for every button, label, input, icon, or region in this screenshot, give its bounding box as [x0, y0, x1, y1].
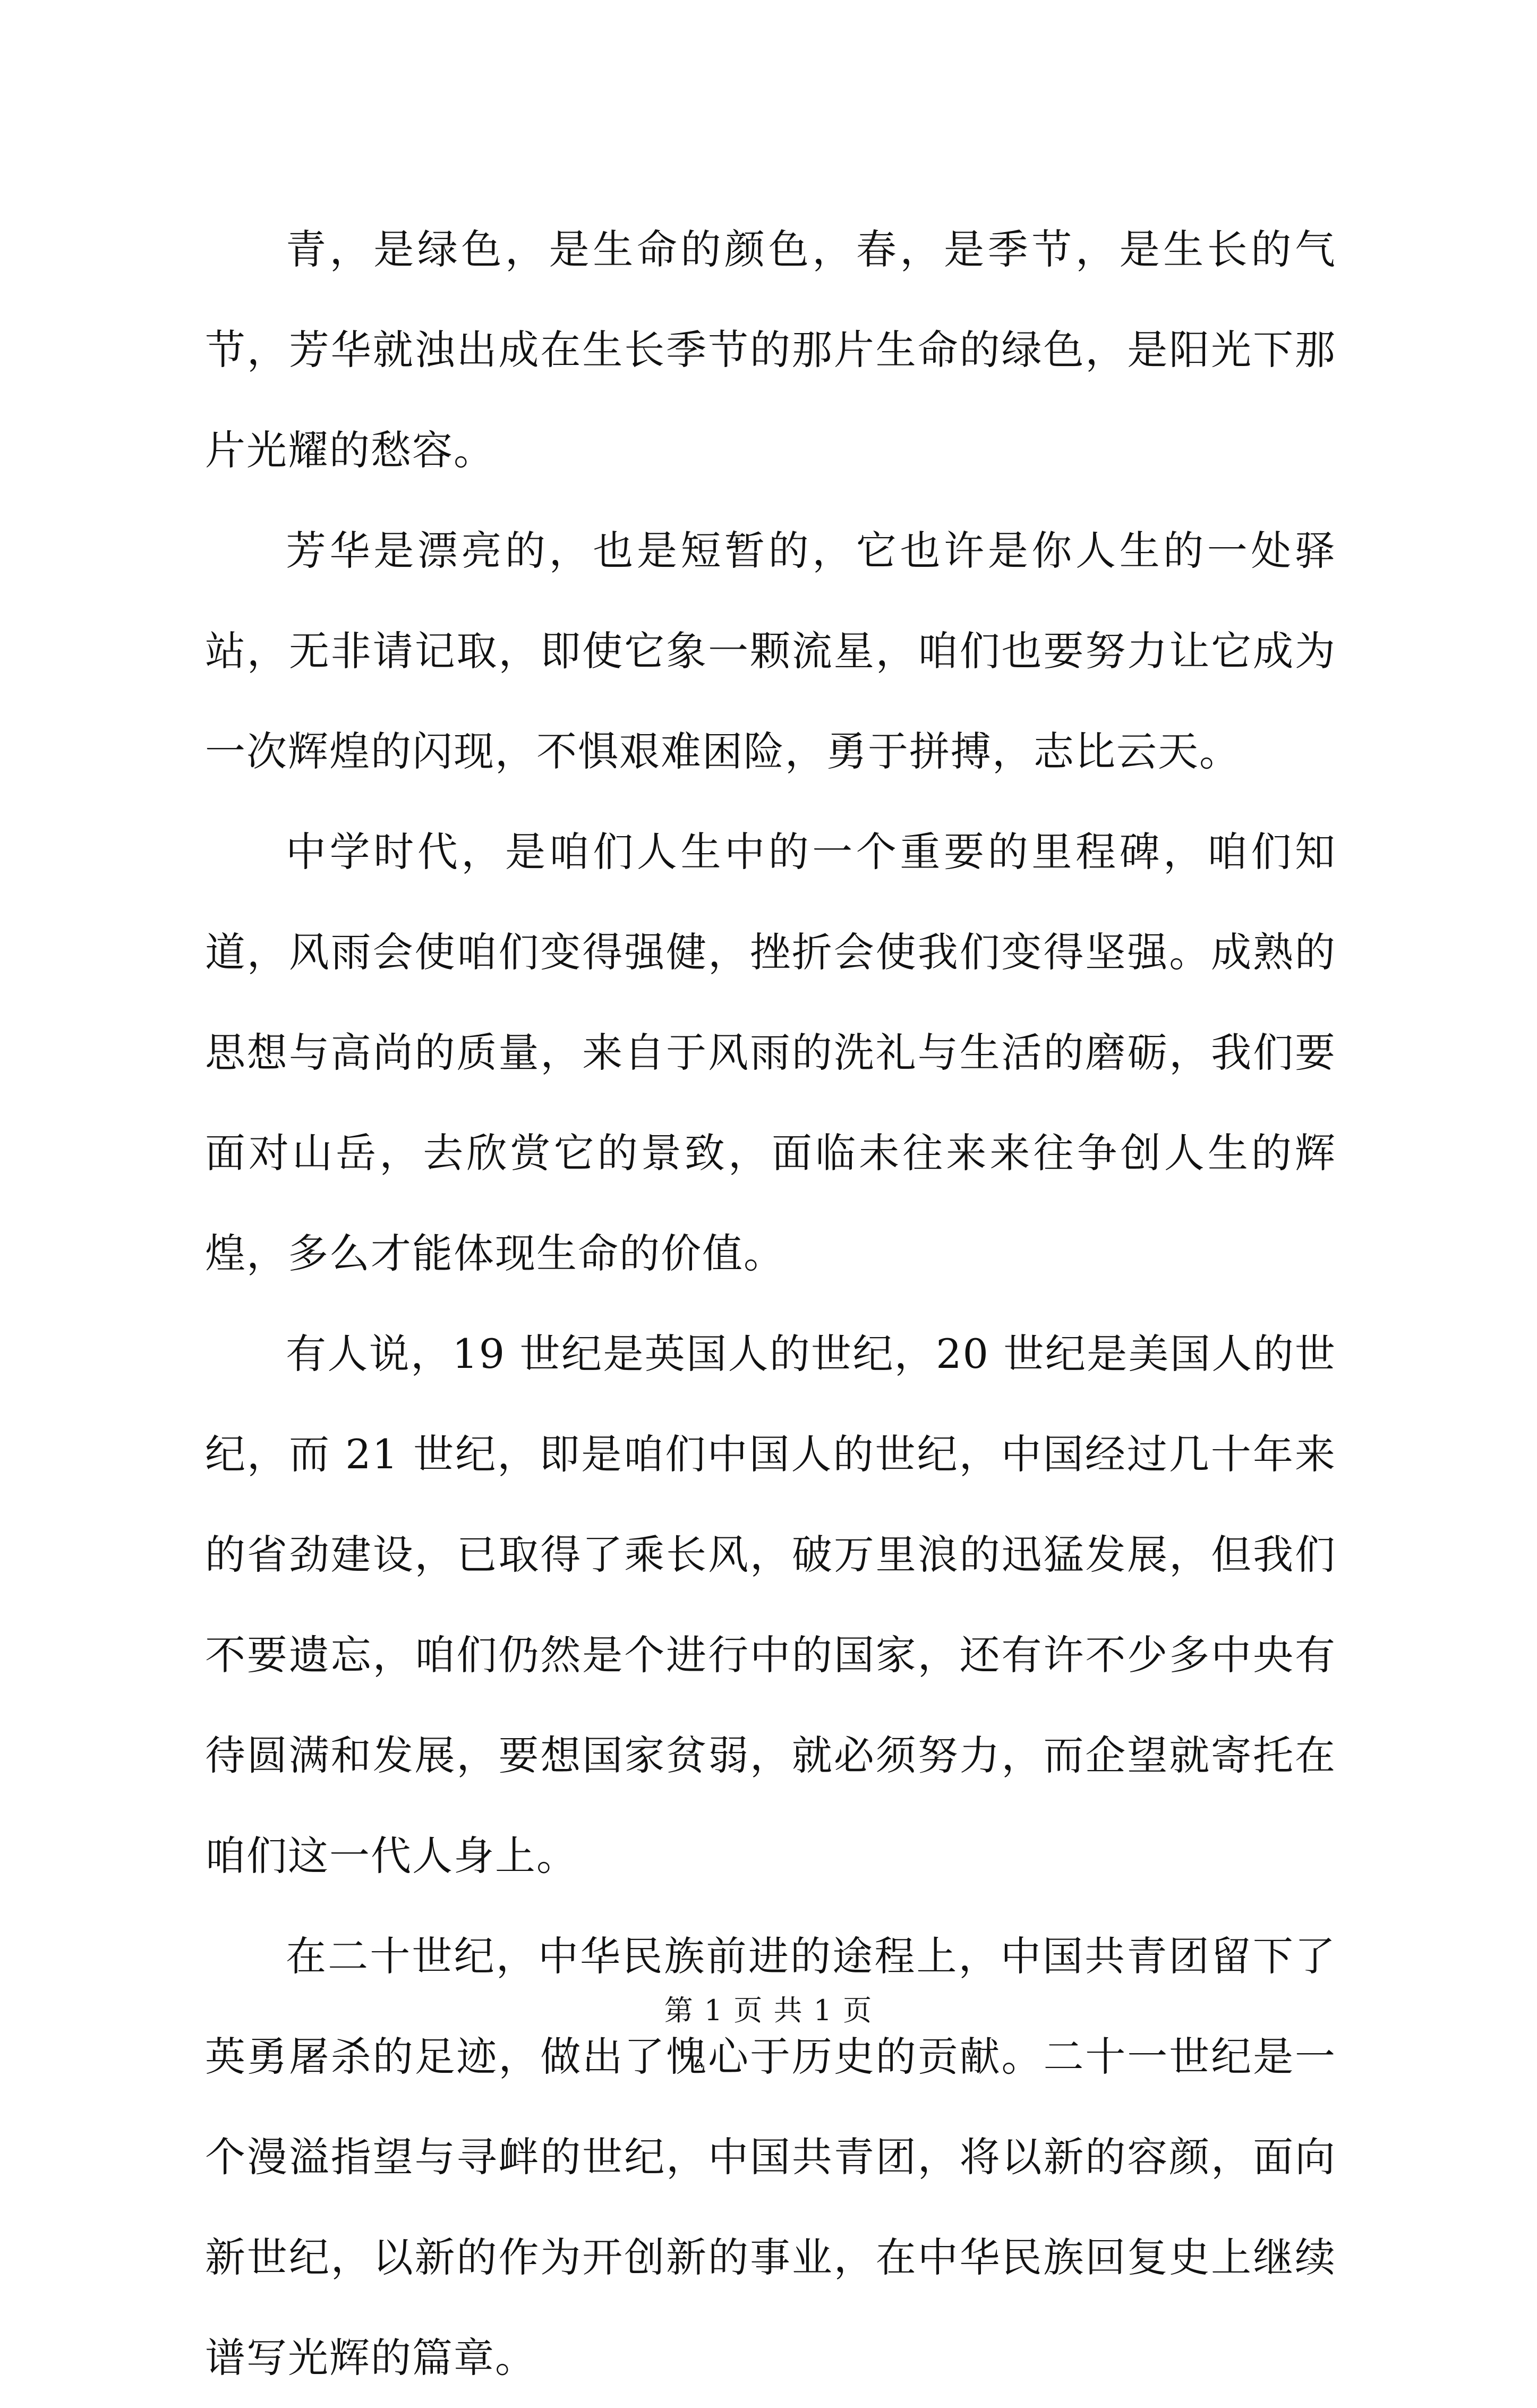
page-footer: 第 1 页 共 1 页: [664, 1994, 873, 2027]
document-body: [205, 199, 1336, 2408]
paragraph-3: 中学时代，是咱们人生中的一个重要的里程碑，咱们知道，风雨会使咱们变得强健，挫折会使我们变得坚强。成熟的思想与高尚的质量，来自于风雨的洗礼与生活的磨砺，我们要面对山岳，去欣赏它的景致，面临未往来来往争创人生的辉煌，多么才能体现生命的价值。: [205, 828, 1336, 1277]
paragraph-5: 在二十世纪，中华民族前进的途程上，中国共青团留下了英勇屠杀的足迹，做出了愧心于历史的贡献。二十一世纪是一个漫溢指望与寻衅的世纪，中国共青团，将以新的容颜，面向新世纪，以新的作为开创新的事业，在中华民族回复史上继续谱写光辉的篇章。: [205, 1933, 1336, 2381]
paragraph-1: 青，是绿色，是生命的颜色，春，是季节，是生长的气节，芳华就浊出成在生长季节的那片生命的绿色，是阳光下那片光耀的愁容。: [205, 226, 1336, 474]
paragraph-4: 有人说，19 世纪是英国人的世纪，20 世纪是美国人的世纪，而 21 世纪，即是咱们中国人的世纪，中国经过几十年来的省劲建设，已取得了乘长风，破万里浪的迅猛发展，但我们不要遗忘，咱们仍然是个进行中的国家，还有许不少多中央有待圆满和发展，要想国家贫弱，就必须努力，而企望就寄托在咱们这一代人身上。: [205, 1330, 1336, 1879]
paragraph-2: 芳华是漂亮的，也是短暂的，它也许是你人生的一处驿站，无非请记取，即使它象一颗流星，咱们也要努力让它成为一次辉煌的闪现，不惧艰难困险，勇于拼搏，志比云天。: [205, 527, 1336, 775]
